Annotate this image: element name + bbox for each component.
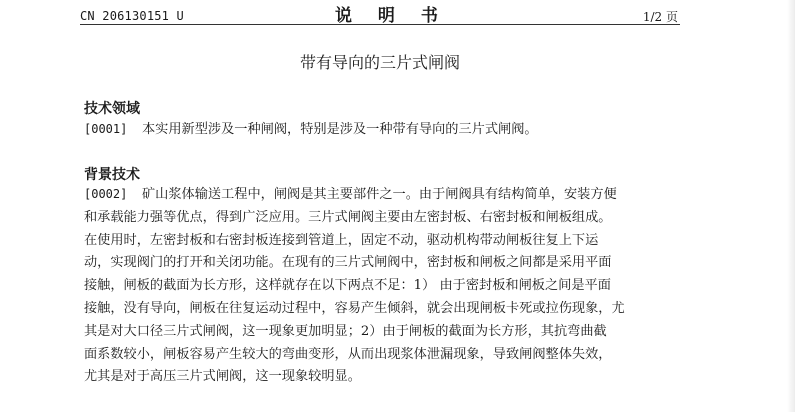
paragraph-line: 和承载能力强等优点，得到广泛应用。三片式闸阀主要由左密封板、右密封板和闸板组成。 <box>84 209 612 225</box>
paragraph-line: 尤其是对于高压三片式闸阀，这一现象较明显。 <box>84 369 361 385</box>
paragraph-line <box>84 183 680 207</box>
paragraph-text: 矿山浆体输送工程中，闸阀是其主要部件之一。由于闸阀具有结构简单，安装方便 <box>142 187 617 202</box>
section-heading-technical-field: 技术领域 <box>84 101 140 117</box>
document-title: 带有导向的三片式闸阀 <box>299 53 460 72</box>
paragraph-line: 面系数较小，闸板容易产生较大的弯曲变形，从而出现浆体泄漏现象，导致闸阀整体失效， <box>84 346 612 362</box>
patent-number: CN 206130151 U <box>80 9 184 23</box>
paragraph-line: 其是对大口径三片式闸阀，这一现象更加明显；2）由于闸板的截面为长方形，其抗弯曲截 <box>84 323 607 339</box>
paragraph-line: 接触，没有导向，闸板在往复运动过程中，容易产生倾斜，就会出现闸板卡死或拉伤现象，尤 <box>84 300 625 316</box>
paragraph-text: 本实用新型涉及一种闸阀，特别是涉及一种带有导向的三片式闸阀。 <box>142 122 538 137</box>
paragraph-line <box>84 118 680 142</box>
page-indicator: 1/2 页 <box>642 10 678 24</box>
paragraph-number: [0001] <box>84 122 128 136</box>
section-heading-background-art: 背景技术 <box>84 167 140 183</box>
paragraph-line: 接触，闸板的截面为长方形，这样就存在以下两点不足：1） 由于密封板和闸板之间是平面 <box>84 278 611 294</box>
page-edge-shadow <box>787 0 795 412</box>
paragraph-number: [0002] <box>84 187 128 201</box>
paragraph-line: 在使用时，左密封板和右密封板连接到管道上，固定不动，驱动机构带动闸板往复上下运 <box>84 232 599 248</box>
paragraph-0001 <box>84 118 680 142</box>
paragraph-0002 <box>84 183 680 389</box>
page-header <box>80 0 680 24</box>
header-divider <box>80 24 680 25</box>
paragraph-line: 动，实现阀门的打开和关闭功能。在现有的三片式闸阀中，密封板和闸板之间都是采用平面 <box>84 255 612 271</box>
document-type: 说 明 书 <box>335 6 448 26</box>
